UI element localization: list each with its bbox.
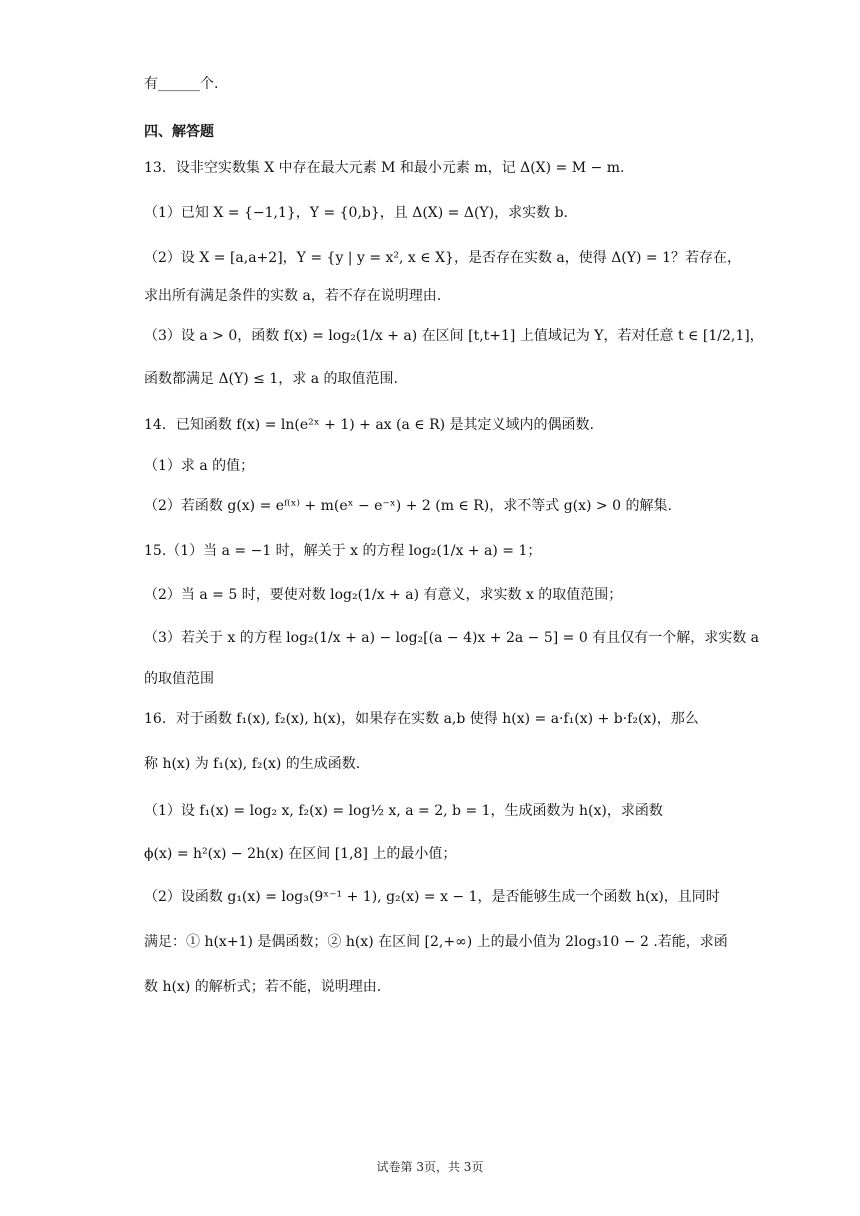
question-13-part-2: （2）设 X = [a,a+2]，Y = {y | y = x², x ∈ X}，是否存在实数 a，使得 Δ(Y) = 1？若存在，: [144, 250, 742, 266]
question-13-stem: 13．设非空实数集 X 中存在最大元素 M 和最小元素 m，记 Δ(X) = M − m.: [144, 160, 625, 176]
question-16-part-2-end: 数 h(x) 的解析式；若不能，说明理由.: [144, 979, 382, 995]
question-14-part-2: （2）若函数 g(x) = eᶠ⁽ˣ⁾ + m(eˣ − e⁻ˣ) + 2 (m ∈ R)，求不等式 g(x) > 0 的解集.: [144, 498, 672, 514]
question-16-stem: 16．对于函数 f₁(x), f₂(x), h(x)，如果存在实数 a,b 使得 h(x) = a·f₁(x) + b·f₂(x)，那么: [144, 711, 699, 727]
page-footer: 试卷第 3页，共 3页: [376, 1160, 484, 1174]
question-13-part-1: （1）已知 X = {−1,1}，Y = {0,b}，且 Δ(X) = Δ(Y)，求实数 b.: [144, 205, 568, 221]
question-15-part-3: （3）若关于 x 的方程 log₂(1/x + a) − log₂[(a − 4)x + 2a − 5] = 0 有且仅有一个解，求实数 a: [144, 630, 760, 646]
question-15-part-3-cont: 的取值范围: [144, 671, 214, 687]
question-16-part-1: （1）设 f₁(x) = log₂ x, f₂(x) = log½ x, a = 2, b = 1，生成函数为 h(x)，求函数: [144, 803, 663, 819]
question-13-part-3: （3）设 a > 0，函数 f(x) = log₂(1/x + a) 在区间 [t,t+1] 上值域记为 Y，若对任意 t ∈ [1/2,1]，: [144, 328, 764, 344]
question-14-part-1: （1）求 a 的值；: [144, 458, 255, 474]
section-heading: 四、解答题: [144, 124, 214, 140]
question-16-part-1-cont: ϕ(x) = h²(x) − 2h(x) 在区间 [1,8] 上的最小值；: [144, 846, 457, 862]
question-15-part-1: 15.（1）当 a = −1 时，解关于 x 的方程 log₂(1/x + a) = 1；: [144, 543, 542, 559]
blank-answer-line: 有______个.: [144, 76, 219, 92]
question-13-part-2-cont: 求出所有满足条件的实数 a，若不存在说明理由.: [144, 288, 442, 304]
question-16-stem-cont: 称 h(x) 为 f₁(x), f₂(x) 的生成函数.: [144, 756, 361, 772]
question-15-part-2: （2）当 a = 5 时，要使对数 log₂(1/x + a) 有意义，求实数 x 的取值范围；: [144, 587, 623, 603]
question-13-part-3-cont: 函数都满足 Δ(Y) ≤ 1，求 a 的取值范围.: [144, 371, 398, 387]
question-16-part-2: （2）设函数 g₁(x) = log₃(9ˣ⁻¹ + 1), g₂(x) = x − 1，是否能够生成一个函数 h(x)，且同时: [144, 889, 720, 905]
question-14-stem: 14．已知函数 f(x) = ln(e²ˣ + 1) + ax (a ∈ R) 是其定义域内的偶函数.: [144, 417, 594, 433]
question-16-part-2-cont: 满足：① h(x+1) 是偶函数；② h(x) 在区间 [2,+∞) 上的最小值为 2log₃10 − 2 .若能，求函: [144, 934, 728, 950]
